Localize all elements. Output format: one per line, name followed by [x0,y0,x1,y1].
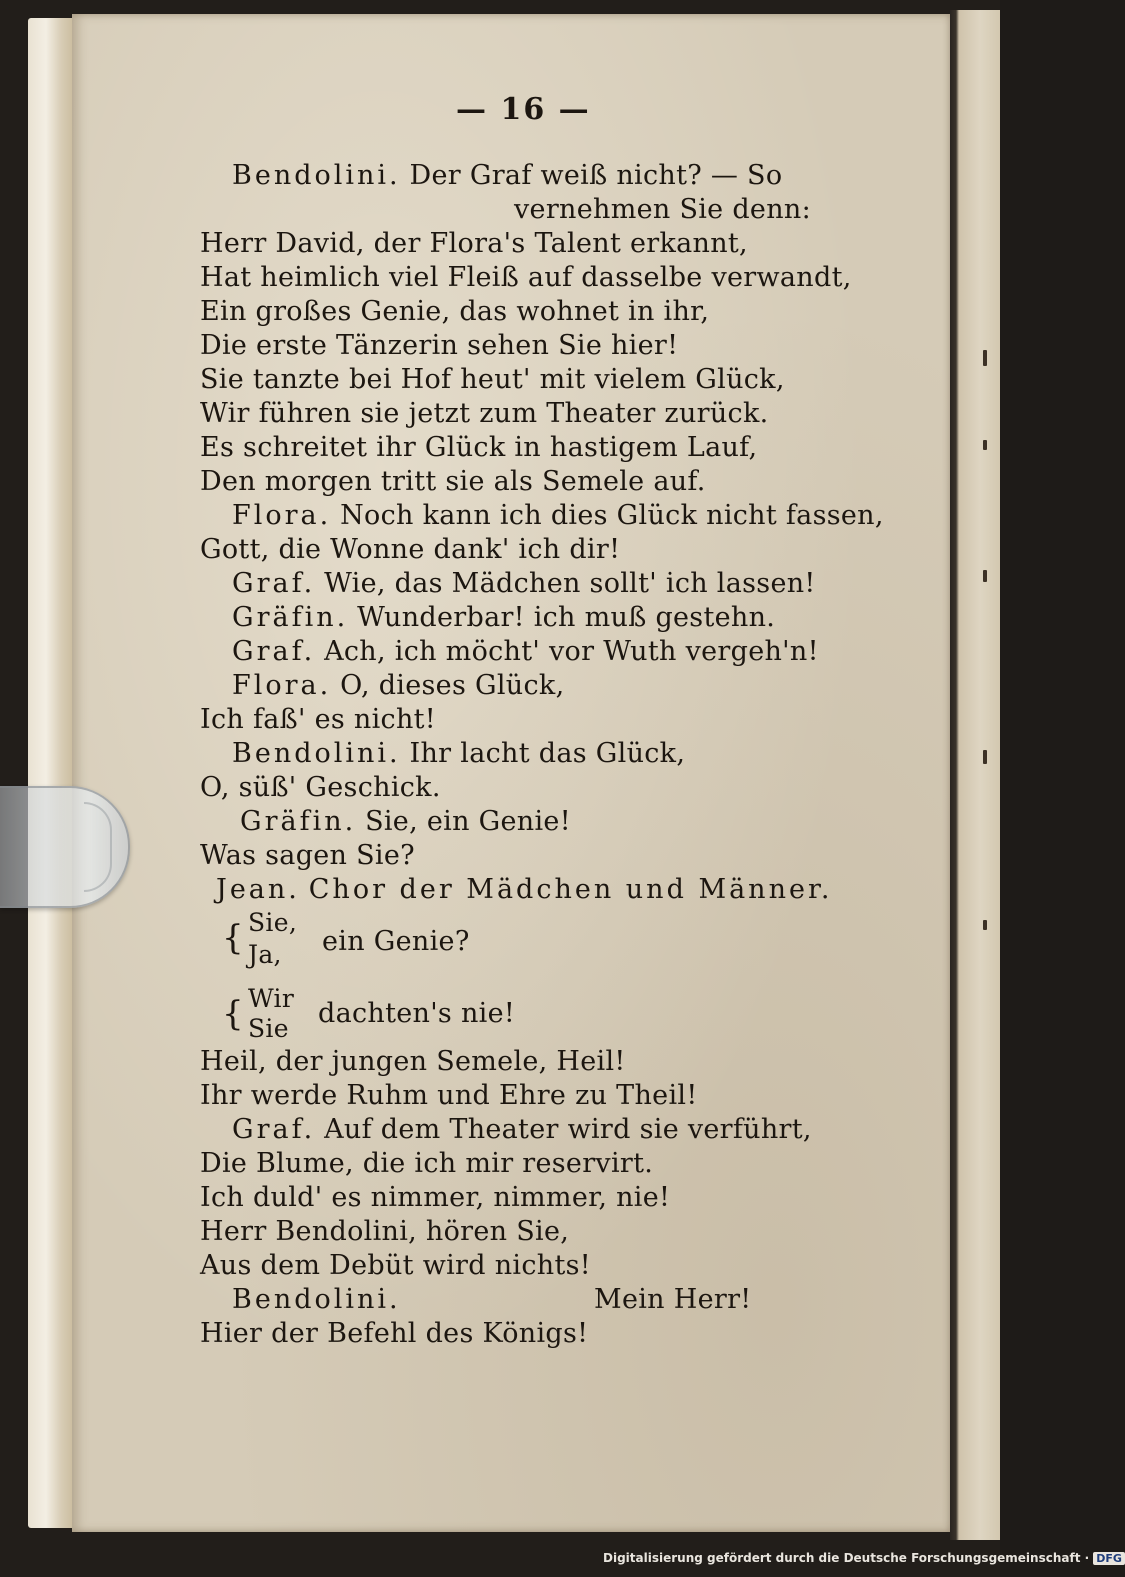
brace: { [222,994,244,1034]
text-line: Aus dem Debüt wird nichts! [200,1250,591,1281]
speaker-name: Bendolini. [232,160,401,191]
text-line: vernehmen Sie denn: [514,194,811,225]
text-line: Die Blume, die ich mir reservirt. [200,1148,654,1179]
text-line [232,1284,401,1316]
chorus-text: ein Genie? [322,926,470,957]
chorus-option: Wir [248,984,295,1013]
text-line: Mein Herr! [594,1284,752,1315]
text-line: Die erste Tänzerin sehen Sie hier! [200,330,679,361]
text-line: Herr David, der Flora's Talent erkannt, [200,228,748,259]
text-line [232,500,884,532]
text-line: Ihr werde Ruhm und Ehre zu Theil! [200,1080,698,1111]
speaker-name: Jean. [216,874,300,905]
speaker-name: Gräfin. [240,806,357,837]
line-text: Sie, ein Genie! [365,806,571,837]
line-text: O, dieses Glück, [340,670,565,701]
speaker-name: Graf. [232,568,316,599]
line-text: Der Graf weiß nicht? — So [409,160,783,191]
page-number: — 16 — [456,92,591,127]
text-line: Hier der Befehl des Königs! [200,1318,589,1349]
brace: { [222,918,244,958]
line-text: Noch kann ich dies Glück nicht fassen, [340,500,884,531]
text-line [232,160,782,192]
text-line [240,806,571,838]
text-line: Gott, die Wonne dank' ich dir! [200,534,621,565]
speaker-name: Flora. [232,670,332,701]
line-text: Ach, ich möcht' vor Wuth vergeh'n! [324,636,819,667]
speaker-name: Gräfin. [232,602,349,633]
speaker-name: Bendolini. [232,1284,401,1315]
text-line: Hat heimlich viel Fleiß auf dasselbe verwandt, [200,262,852,293]
text-line: Ich duld' es nimmer, nimmer, nie! [200,1182,671,1213]
text-line [216,874,832,906]
dfg-logo: DFG [1093,1552,1125,1565]
text-line [232,602,775,634]
text-line: Herr Bendolini, hören Sie, [200,1216,570,1247]
speaker-name: Bendolini. [232,738,401,769]
line-text: Wie, das Mädchen sollt' ich lassen! [324,568,816,599]
speaker-name: Graf. [232,1114,316,1145]
chorus-text: dachten's nie! [318,998,516,1029]
text-line: Es schreitet ihr Glück in hastigem Lauf, [200,432,758,463]
text-line: O, süß' Geschick. [200,772,441,803]
credit-text: Digitalisierung gefördert durch die Deutsche Forschungsgemeinschaft · [603,1551,1090,1565]
line-text: Auf dem Theater wird sie verführt, [324,1114,812,1145]
text-line [232,636,819,668]
text-line: Den morgen tritt sie als Semele auf. [200,466,706,497]
line-text: Ihr lacht das Glück, [409,738,686,769]
text-line: Was sagen Sie? [200,840,415,871]
text-line: Ich faß' es nicht! [200,704,436,735]
chorus-option: Sie [248,1014,289,1043]
chorus-option: Ja, [248,940,282,969]
speaker-name: Graf. [232,636,316,667]
text-line [232,670,564,702]
digitization-credit [603,1551,1125,1565]
chorus-option: Sie, [248,908,298,937]
text-line [232,738,685,770]
text-line: Sie tanzte bei Hof heut' mit vielem Glück, [200,364,785,395]
text-line [232,568,816,600]
text-line: Wir führen sie jetzt zum Theater zurück. [200,398,769,429]
text-line: Heil, der jungen Semele, Heil! [200,1046,626,1077]
text-line [232,1114,812,1146]
text-line: Ein großes Genie, das wohnet in ihr, [200,296,710,327]
speaker-name: Flora. [232,500,332,531]
line-text: Chor der Mädchen und Männer. [308,874,833,905]
line-text: Wunderbar! ich muß gestehn. [357,602,776,633]
